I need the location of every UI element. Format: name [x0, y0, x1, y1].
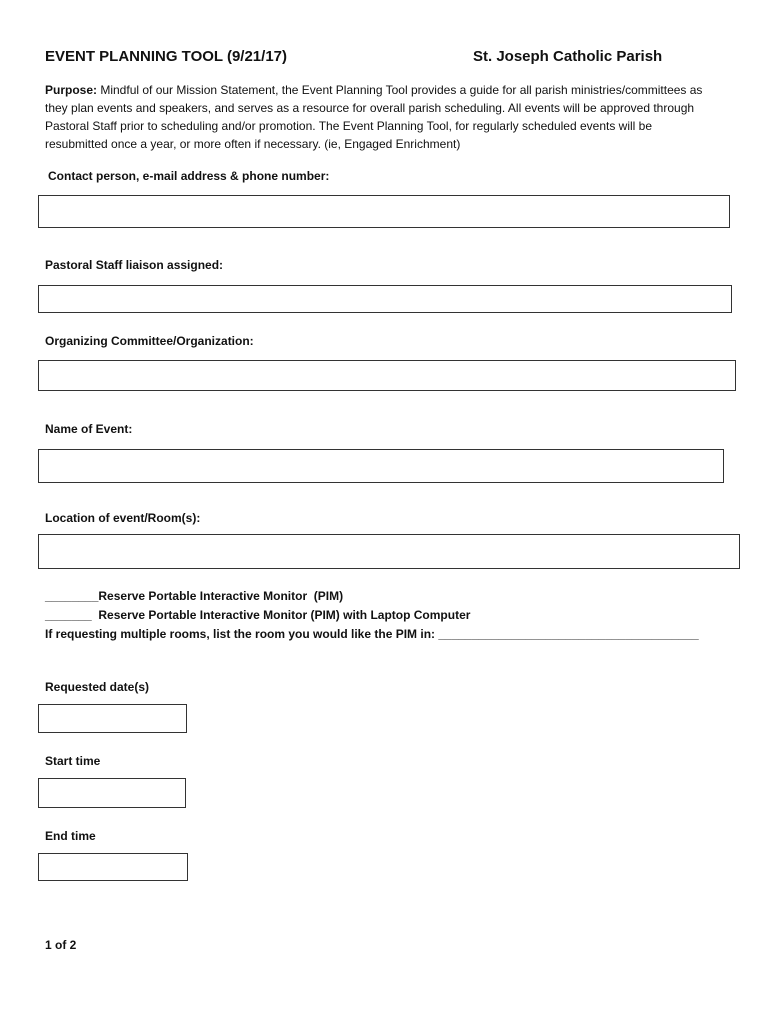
pim-option-2[interactable]: _______ Reserve Portable Interactive Monitor (PIM) with Laptop Computer [45, 608, 471, 622]
pim-option-1[interactable]: ________Reserve Portable Interactive Monitor (PIM) [45, 589, 344, 603]
committee-label: Organizing Committee/Organization: [45, 334, 254, 348]
requested-dates-label: Requested date(s) [45, 680, 150, 694]
end-time-label: End time [45, 829, 96, 843]
start-time-field[interactable] [38, 778, 186, 808]
start-time-label: Start time [45, 754, 101, 768]
pim-room-request[interactable]: If requesting multiple rooms, list the room you would like the PIM in: _______________________________________ [45, 627, 699, 641]
committee-field[interactable] [38, 360, 736, 391]
requested-dates-field[interactable] [38, 704, 187, 733]
location-label: Location of event/Room(s): [45, 511, 201, 525]
event-name-field[interactable] [38, 449, 724, 483]
document-title: EVENT PLANNING TOOL (9/21/17) [45, 48, 287, 65]
event-name-label: Name of Event: [45, 422, 133, 436]
liaison-label: Pastoral Staff liaison assigned: [45, 258, 224, 272]
purpose-text: Mindful of our Mission Statement, the Event Planning Tool provides a guide for all parish ministries/committees as they plan events and speakers, and serves as a resource for overall parish scheduling. All events will be approved through Pastoral Staff prior to scheduling and/or promotion. The Event Planning Tool, for regularly scheduled events will be resubmitted once a year, or more often if necessary. (ie, Engaged Enrichment) [45, 83, 703, 151]
contact-label: Contact person, e-mail address & phone number: [48, 169, 330, 183]
purpose-label: Purpose: [45, 83, 98, 97]
end-time-field[interactable] [38, 853, 188, 881]
location-field[interactable] [38, 534, 740, 569]
liaison-field[interactable] [38, 285, 732, 313]
purpose-paragraph [45, 81, 705, 153]
page-number: 1 of 2 [45, 938, 77, 952]
contact-field[interactable] [38, 195, 730, 228]
parish-name: St. Joseph Catholic Parish [473, 48, 663, 65]
